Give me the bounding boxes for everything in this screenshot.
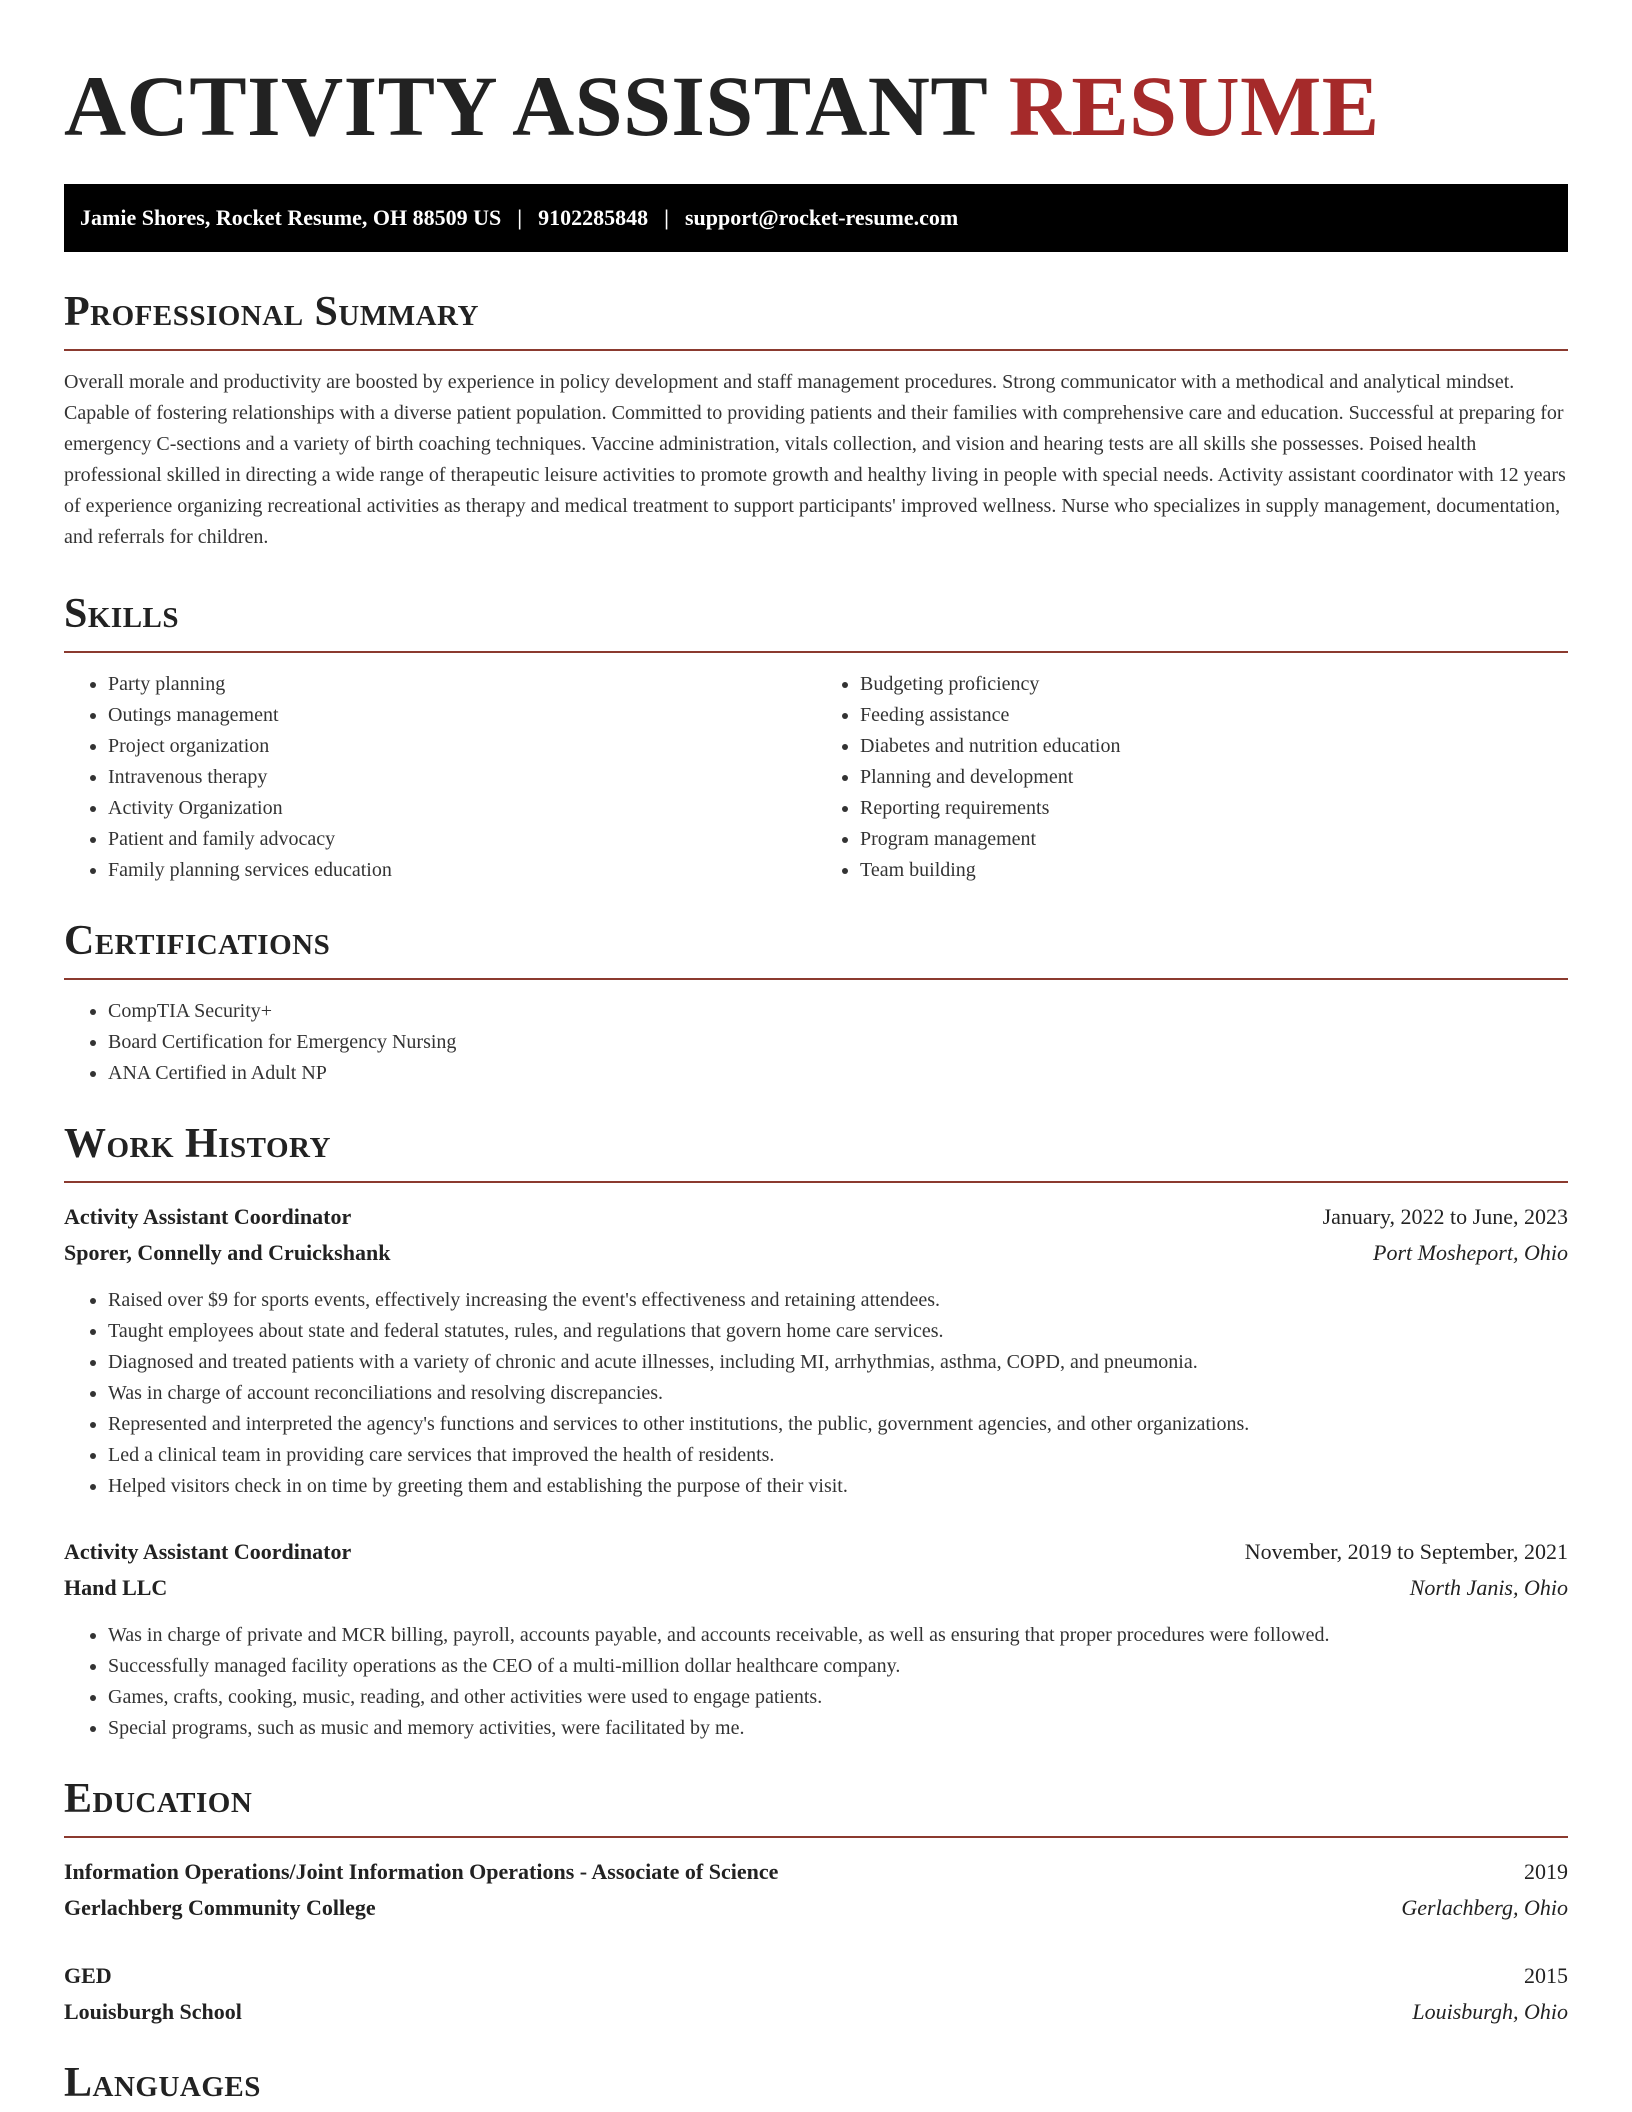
skill-item: • Outings management [108,700,816,731]
job-entry [64,1534,1568,1744]
contact-separator: | [664,205,669,230]
education-entry [64,1854,1568,1926]
certification-item: • Board Certification for Emergency Nursing [108,1027,1568,1058]
contact-separator: | [517,205,523,230]
title-accent: RESUME [1008,58,1380,154]
education-location: Louisburgh, Ohio [1412,1999,1568,2024]
resume-title [64,0,1568,156]
job-bullet: • Special programs, such as music and memory activities, were facilitated by me. [108,1713,1568,1744]
certifications-heading: Certifications [64,918,331,964]
skills-heading: Skills [64,591,180,637]
job-bullet: • Diagnosed and treated patients with a variety of chronic and acute illnesses, including MI, arrhythmias, asthma, COPD, and pneumonia. [108,1347,1568,1378]
job-bullet: • Games, crafts, cooking, music, reading, and other activities were used to engage patients. [108,1682,1568,1713]
skill-item: • Budgeting proficiency [860,669,1568,700]
skill-item: • Feeding assistance [860,700,1568,731]
education-degree: GED [64,1963,112,1988]
skill-item: • Project organization [108,731,816,762]
education-school: Louisburgh School [64,1999,242,2024]
education-degree: Information Operations/Joint Information Operations - Associate of Science [64,1859,779,1884]
certification-item: • CompTIA Security+ [108,996,1568,1027]
section-divider [64,651,1568,653]
education-school-row [64,1890,1568,1926]
education-entry [64,1958,1568,2030]
job-bullet: • Helped visitors check in on time by greeting them and establishing the purpose of their visit. [108,1471,1568,1502]
skill-item: • Reporting requirements [860,793,1568,824]
certifications-list [64,996,1568,1089]
job-company-row [64,1235,1568,1271]
job-location: Port Mosheport, Ohio [1373,1240,1568,1265]
job-title: Activity Assistant Coordinator [64,1539,352,1564]
job-bullet: • Led a clinical team in providing care services that improved the health of residents. [108,1440,1568,1471]
skills-list-left [64,669,816,886]
summary-heading: Professional Summary [64,289,479,335]
skill-item: • Planning and development [860,762,1568,793]
work-history-section [64,1119,1568,1744]
skill-item: • Program management [860,824,1568,855]
job-title: Activity Assistant Coordinator [64,1204,352,1229]
job-bullets [64,1285,1568,1502]
skills-section [64,589,1568,886]
job-company: Sporer, Connelly and Cruickshank [64,1240,391,1265]
education-school-row [64,1994,1568,2030]
job-location: North Janis, Ohio [1409,1575,1568,1600]
skill-item: • Activity Organization [108,793,816,824]
job-header-row [64,1534,1568,1570]
work-history-heading: Work History [64,1121,331,1167]
job-bullet: • Was in charge of private and MCR billing, payroll, accounts payable, and accounts receivable, as well as ensuring that proper procedures were followed. [108,1620,1568,1651]
contact-phone: 9102285848 [538,205,649,230]
job-company-row [64,1570,1568,1606]
summary-text: Overall morale and productivity are boosted by experience in policy development and staff management procedures. Strong communicator with a methodical and analytical mindset. Capable of fostering relationships with a diverse patient population. Committed to providing patients and their families with comprehensive care and education. Successful at preparing for emergency C-sections and a variety of birth coaching techniques. Vaccine administration, vitals collection, and vision and hearing tests are all skills she possesses. Poised health professional skilled in directing a wide range of therapeutic leisure activities to promote growth and healthy living in people with special needs. Activity assistant coordinator with 12 years of experience organizing recreational activities as therapy and medical treatment to support participants' improved wellness. Nurse who specializes in supply management, documentation, and referrals for children. [64,371,1566,548]
certification-item: • ANA Certified in Adult NP [108,1058,1568,1089]
job-entry [64,1199,1568,1502]
job-bullet: • Was in charge of account reconciliations and resolving discrepancies. [108,1378,1568,1409]
job-dates: January, 2022 to June, 2023 [1322,1204,1568,1229]
skills-grid [64,669,1568,886]
skill-item: • Diabetes and nutrition education [860,731,1568,762]
section-divider [64,1836,1568,1838]
job-bullet: • Represented and interpreted the agency's functions and services to other institutions, the public, government agencies, and other organizations. [108,1409,1568,1440]
education-year: 2015 [1524,1963,1568,1988]
section-divider [64,978,1568,980]
skill-item: • Team building [860,855,1568,886]
skill-item: • Intravenous therapy [108,762,816,793]
job-dates: November, 2019 to September, 2021 [1244,1539,1568,1564]
job-bullet: • Successfully managed facility operations as the CEO of a multi-million dollar healthcare company. [108,1651,1568,1682]
skill-item: • Patient and family advocacy [108,824,816,855]
section-divider [64,349,1568,351]
education-year: 2019 [1524,1859,1568,1884]
skills-list-right [816,669,1568,886]
section-divider [64,1181,1568,1183]
certifications-section [64,916,1568,1089]
title-main: ACTIVITY ASSISTANT [64,58,987,154]
education-location: Gerlachberg, Ohio [1401,1895,1568,1920]
education-school: Gerlachberg Community College [64,1895,376,1920]
job-bullets [64,1620,1568,1744]
education-heading: Education [64,1776,253,1822]
languages-section [64,2058,1568,2108]
job-header-row [64,1199,1568,1235]
job-bullet: • Raised over $9 for sports events, effectively increasing the event's effectiveness and retaining attendees. [108,1285,1568,1316]
languages-heading: Languages [64,2060,261,2106]
job-bullet: • Taught employees about state and federal statutes, rules, and regulations that govern home care services. [108,1316,1568,1347]
skill-item: • Family planning services education [108,855,816,886]
job-company: Hand LLC [64,1575,168,1600]
skill-item: • Party planning [108,669,816,700]
contact-bar [64,184,1568,252]
contact-email[interactable]: support@rocket-resume.com [684,205,959,230]
summary-section [64,287,1568,553]
education-degree-row [64,1854,1568,1890]
education-degree-row [64,1958,1568,1994]
contact-address: Jamie Shores, Rocket Resume, OH 88509 US [80,205,502,230]
education-section [64,1774,1568,2030]
